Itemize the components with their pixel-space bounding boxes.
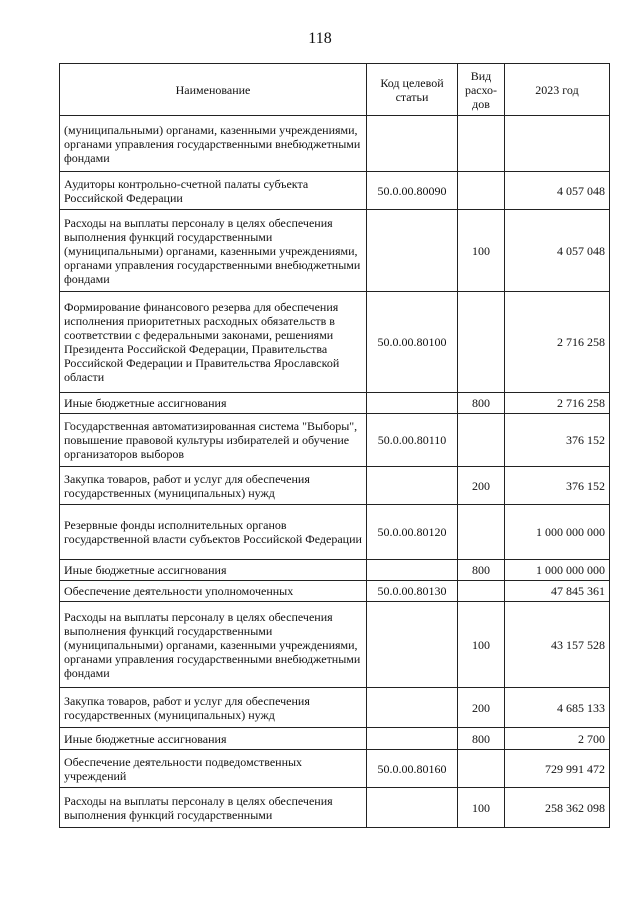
table-row [60,172,610,210]
row-amount: 4 685 133 [505,688,610,728]
header-year: 2023 год [505,64,610,116]
row-code [367,116,458,172]
row-kind: 200 [458,467,505,505]
row-name: Аудиторы контрольно-счетной палаты субъекта Российской Федерации [60,172,367,210]
row-kind: 800 [458,560,505,581]
row-name: Закупка товаров, работ и услуг для обеспечения государственных (муниципальных) нужд [60,688,367,728]
table-row [60,292,610,393]
row-kind [458,116,505,172]
row-name: Обеспечение деятельности уполномоченных [60,581,367,602]
table-header-row [60,64,610,116]
row-name: (муниципальными) органами, казенными учреждениями, органами управления государственными внебюджетными фондами [60,116,367,172]
row-amount: 4 057 048 [505,172,610,210]
row-name: Формирование финансового резерва для обеспечения исполнения приоритетных расходных обязательств в соответствии с федеральными законами, решениями Президента Российской Федерации, Правительства Российской Федерации и Правительства Ярославской области [60,292,367,393]
row-name: Иные бюджетные ассигнования [60,393,367,414]
table-row [60,393,610,414]
row-amount: 1 000 000 000 [505,560,610,581]
page-number: 118 [308,30,332,47]
row-code: 50.0.00.80110 [367,414,458,467]
table-row [60,116,610,172]
row-kind [458,414,505,467]
table-row [60,788,610,828]
row-amount: 1 000 000 000 [505,505,610,560]
header-name: Наименование [60,64,367,116]
row-amount [505,116,610,172]
row-amount: 376 152 [505,414,610,467]
table-row [60,210,610,292]
table-row [60,467,610,505]
row-amount: 258 362 098 [505,788,610,828]
budget-table [59,63,610,828]
row-code: 50.0.00.80130 [367,581,458,602]
row-code: 50.0.00.80100 [367,292,458,393]
row-amount: 2 716 258 [505,393,610,414]
row-kind: 100 [458,788,505,828]
row-code: 50.0.00.80160 [367,750,458,788]
row-name: Расходы на выплаты персоналу в целях обеспечения выполнения функций государственными (муниципальными) органами, казенными учреждениями, органами управления государственными внебюджетными фондами [60,210,367,292]
row-kind [458,172,505,210]
row-kind [458,505,505,560]
row-code [367,467,458,505]
row-kind [458,581,505,602]
row-kind [458,292,505,393]
row-code [367,688,458,728]
row-amount: 47 845 361 [505,581,610,602]
row-kind: 100 [458,210,505,292]
row-code [367,788,458,828]
row-name: Расходы на выплаты персоналу в целях обеспечения выполнения функций государственными (муниципальными) органами, казенными учреждениями, органами управления государственными внебюджетными фондами [60,602,367,688]
row-code [367,210,458,292]
row-code: 50.0.00.80120 [367,505,458,560]
row-name: Расходы на выплаты персоналу в целях обеспечения выполнения функций государственными [60,788,367,828]
row-code [367,393,458,414]
header-kind: Вид расхо-дов [458,64,505,116]
row-amount: 2 700 [505,728,610,750]
table-row [60,560,610,581]
row-name: Закупка товаров, работ и услуг для обеспечения государственных (муниципальных) нужд [60,467,367,505]
row-name: Резервные фонды исполнительных органов государственной власти субъектов Российской Федерации [60,505,367,560]
row-amount: 729 991 472 [505,750,610,788]
row-kind: 100 [458,602,505,688]
row-code [367,560,458,581]
row-name: Обеспечение деятельности подведомственных учреждений [60,750,367,788]
row-amount: 4 057 048 [505,210,610,292]
table-row [60,414,610,467]
row-kind: 800 [458,393,505,414]
row-code: 50.0.00.80090 [367,172,458,210]
row-name: Иные бюджетные ассигнования [60,560,367,581]
row-kind [458,750,505,788]
row-kind: 800 [458,728,505,750]
table-row [60,602,610,688]
row-code [367,728,458,750]
row-code [367,602,458,688]
row-amount: 2 716 258 [505,292,610,393]
table-row [60,728,610,750]
table-row [60,581,610,602]
header-code: Код целевой статьи [367,64,458,116]
row-name: Государственная автоматизированная система "Выборы", повышение правовой культуры избирателей и обучение организаторов выборов [60,414,367,467]
table-row [60,688,610,728]
row-name: Иные бюджетные ассигнования [60,728,367,750]
table-row [60,750,610,788]
row-amount: 376 152 [505,467,610,505]
row-kind: 200 [458,688,505,728]
table-row [60,505,610,560]
row-amount: 43 157 528 [505,602,610,688]
